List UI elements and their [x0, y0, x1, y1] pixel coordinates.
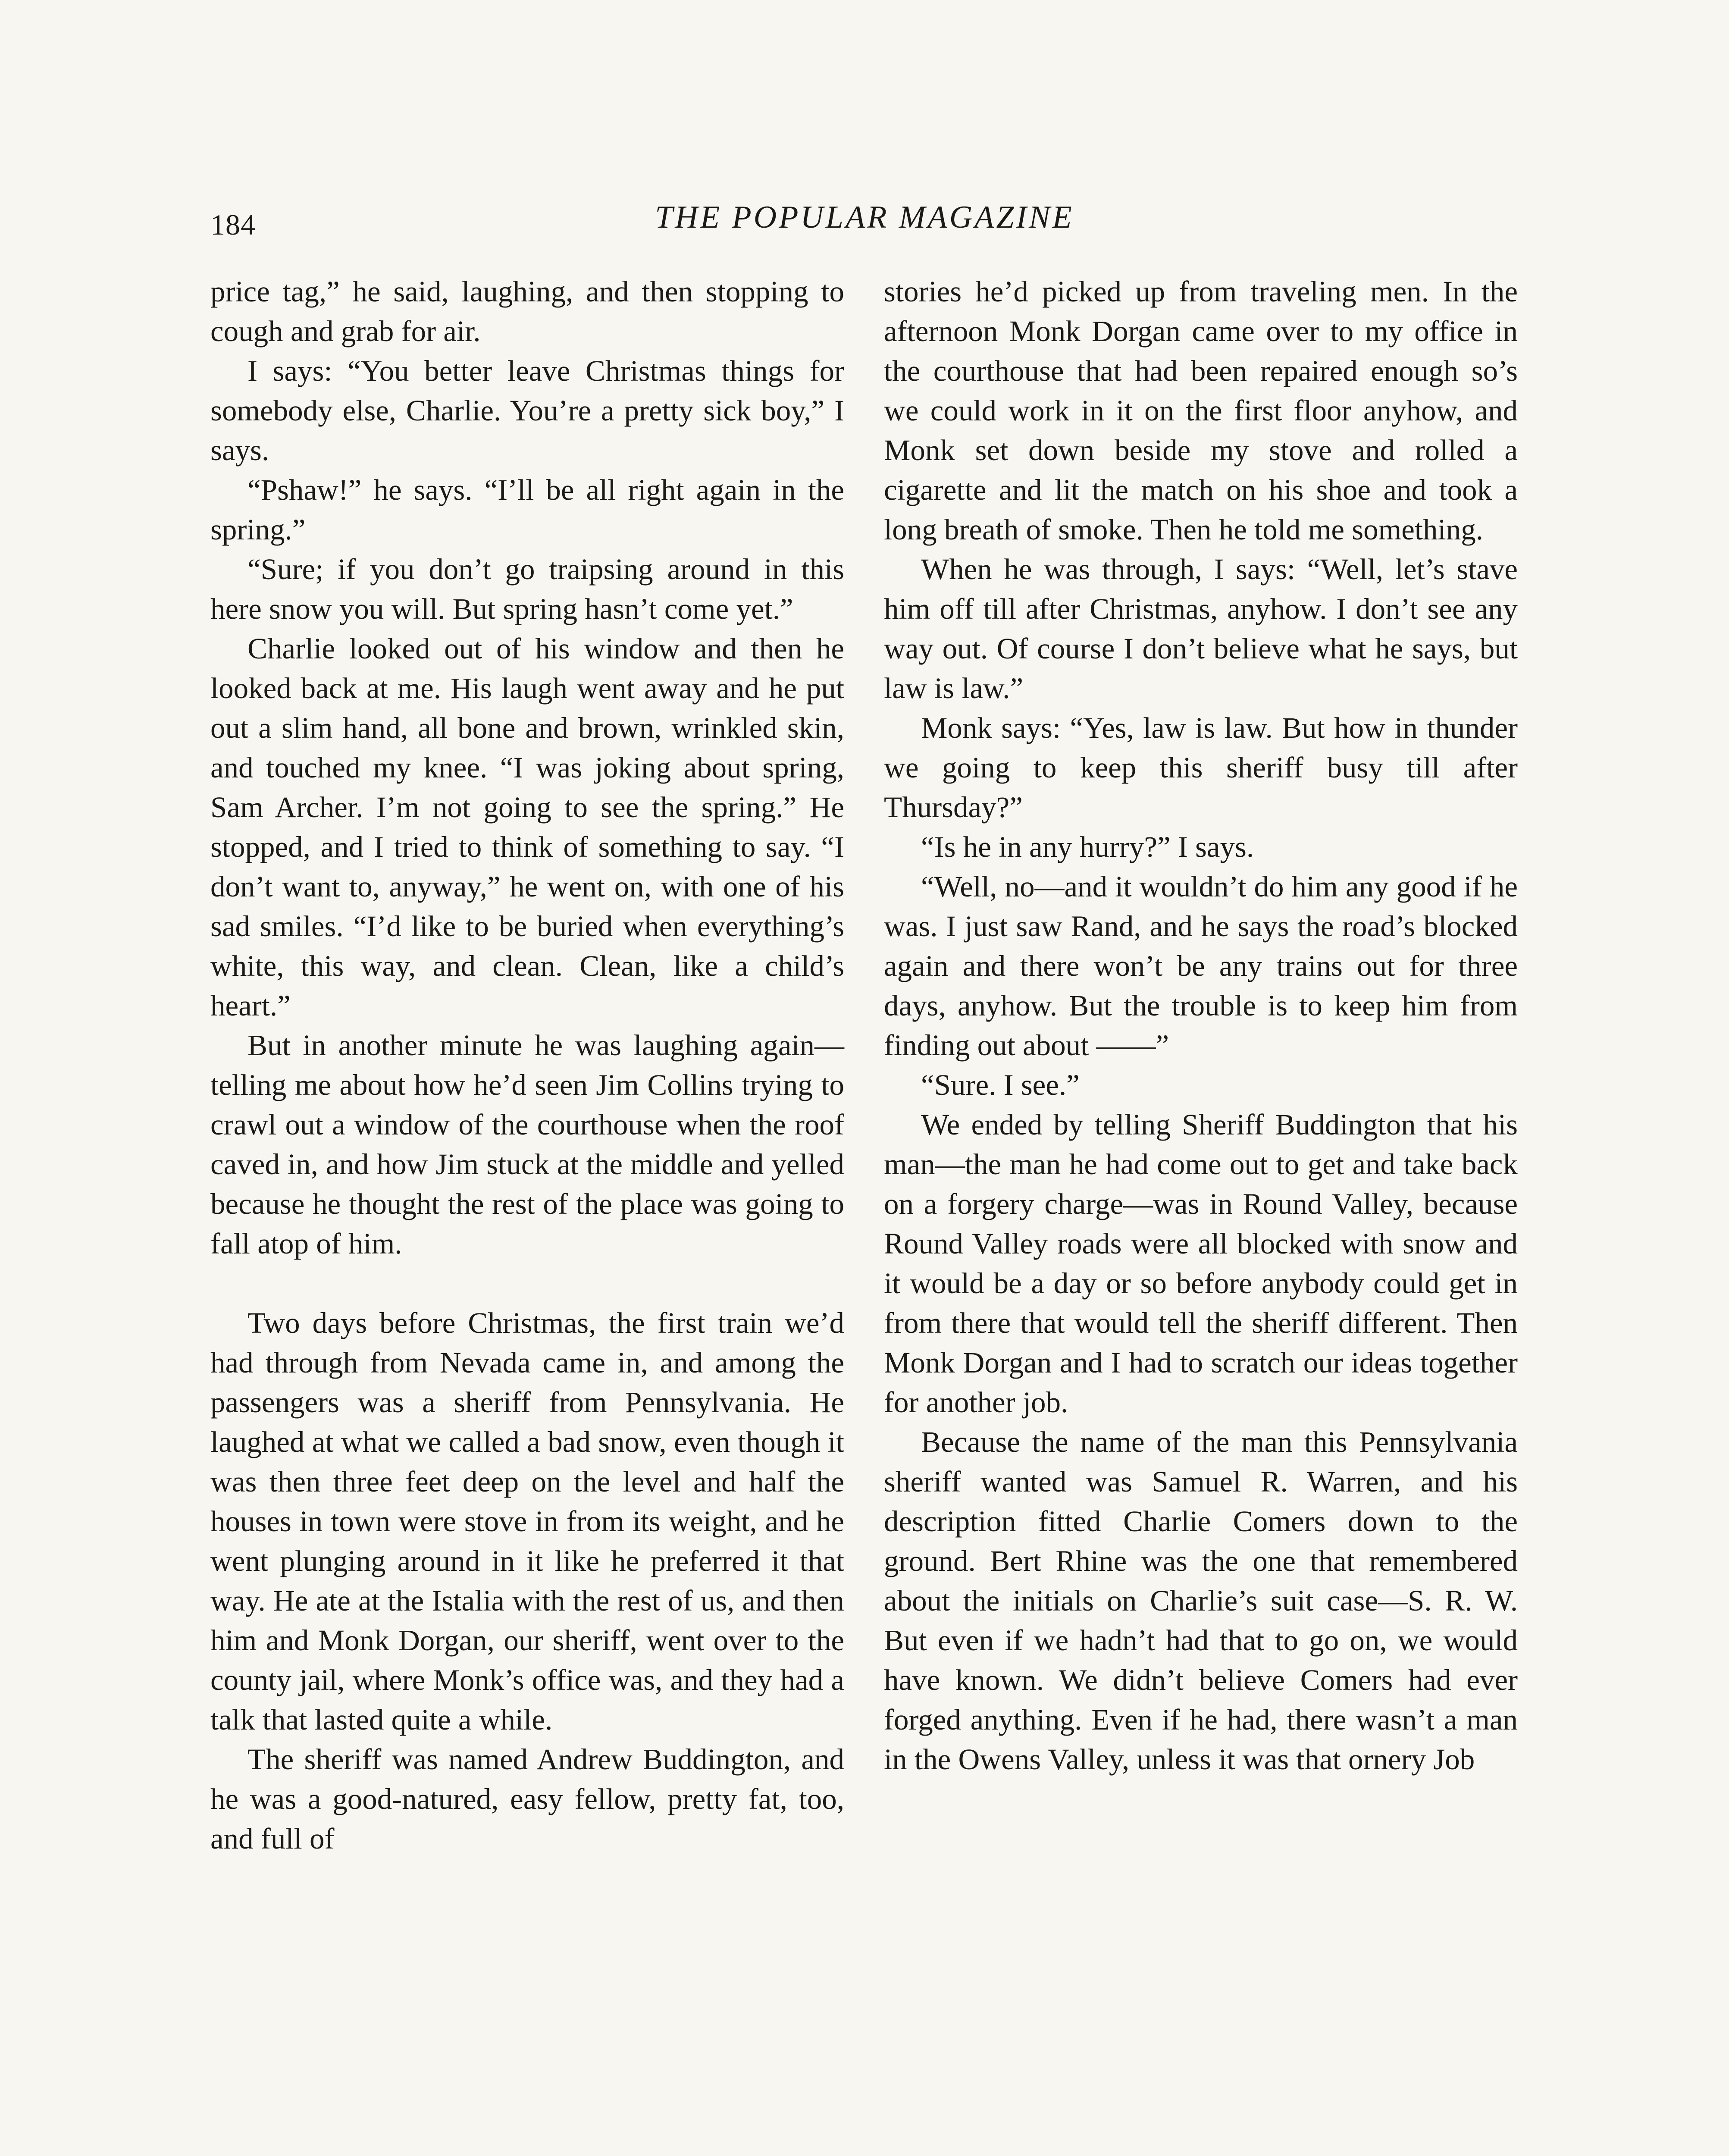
paragraph: Two days before Christmas, the first train we’d had through from Nevada came in, and among the passengers was a sheriff from Pennsylvania. He laughed at what we called a bad snow, even though it was then three feet deep on the level and half the houses in town were stove in from its weight, and he went plunging around in it like he preferred it that way. He ate at the Istalia with the rest of us, and then him and Monk Dorgan, our sheriff, went over to the county jail, where Monk’s office was, and they had a talk that lasted quite a while. — [210, 1307, 844, 1736]
right-column — [884, 272, 1518, 1779]
paragraph: Because the name of the man this Pennsylvania sheriff wanted was Samuel R. Warren, and his description fitted Charlie Comers down to the ground. Bert Rhine was the one that remembered about the initials on Charlie’s suit case—S. R. W. But even if we hadn’t had that to go on, we would have known. We didn’t believe Comers had ever forged anything. Even if he had, there wasn’t a man in the Owens Valley, unless it was that ornery Job — [884, 1426, 1518, 1776]
paragraph: Monk says: “Yes, law is law. But how in thunder we going to keep this sheriff busy till after Thursday?” — [884, 711, 1518, 824]
page-number: 184 — [210, 208, 256, 241]
paragraph: I says: “You better leave Christmas things for somebody else, Charlie. You’re a pretty sick boy,” I says. — [210, 354, 844, 467]
paragraph: When he was through, I says: “Well, let’s stave him off till after Christmas, anyhow. I don’t see any way out. Of course I don’t believe what he says, but law is law.” — [884, 553, 1518, 705]
left-column — [210, 272, 844, 1858]
paragraph: Charlie looked out of his window and then he looked back at me. His laugh went away and he put out a slim hand, all bone and brown, wrinkled skin, and touched my knee. “I was joking about spring, Sam Archer. I’m not going to see the spring.” He stopped, and I tried to think of something to say. “I don’t want to, anyway,” he went on, with one of his sad smiles. “I’d like to be buried when everything’s white, this way, and clean. Clean, like a child’s heart.” — [210, 632, 844, 1022]
paragraph: “Is he in any hurry?” I says. — [921, 830, 1254, 863]
running-title: THE POPULAR MAGAZINE — [655, 200, 1074, 235]
paragraph: “Sure; if you don’t go traipsing around in this here snow you will. But spring hasn’t come yet.” — [210, 553, 844, 625]
paragraph: price tag,” he said, laughing, and then stopping to cough and grab for air. — [210, 275, 844, 348]
paragraph: “Pshaw!” he says. “I’ll be all right again in the spring.” — [210, 473, 844, 546]
paragraph: But in another minute he was laughing again—telling me about how he’d seen Jim Collins trying to crawl out a window of the courthouse when the roof caved in, and how Jim stuck at the middle and yelled because he thought the rest of the place was going to fall atop of him. — [210, 1029, 844, 1260]
paragraph: The sheriff was named Andrew Buddington, and he was a good-natured, easy fellow, pretty fat, too, and full of — [210, 1743, 844, 1855]
paragraph: We ended by telling Sheriff Buddington that his man—the man he had come out to get and take back on a forgery charge—was in Round Valley, because Round Valley roads were all blocked with snow and it would be a day or so before anybody could get in from there that would tell the sheriff different. Then Monk Dorgan and I had to scratch our ideas together for another job. — [884, 1108, 1518, 1419]
paragraph: “Sure. I see.” — [921, 1069, 1080, 1101]
paragraph: stories he’d picked up from traveling men. In the afternoon Monk Dorgan came over to my office in the courthouse that had been repaired enough so’s we could work in it on the first floor anyhow, and Monk set down beside my stove and rolled a cigarette and lit the match on his shoe and took a long breath of smoke. Then he told me something. — [884, 275, 1518, 546]
paragraph: “Well, no—and it wouldn’t do him any good if he was. I just saw Rand, and he says the road’s blocked again and there won’t be any trains out for three days, anyhow. But the trouble is to keep him from finding out about ——” — [884, 870, 1518, 1062]
